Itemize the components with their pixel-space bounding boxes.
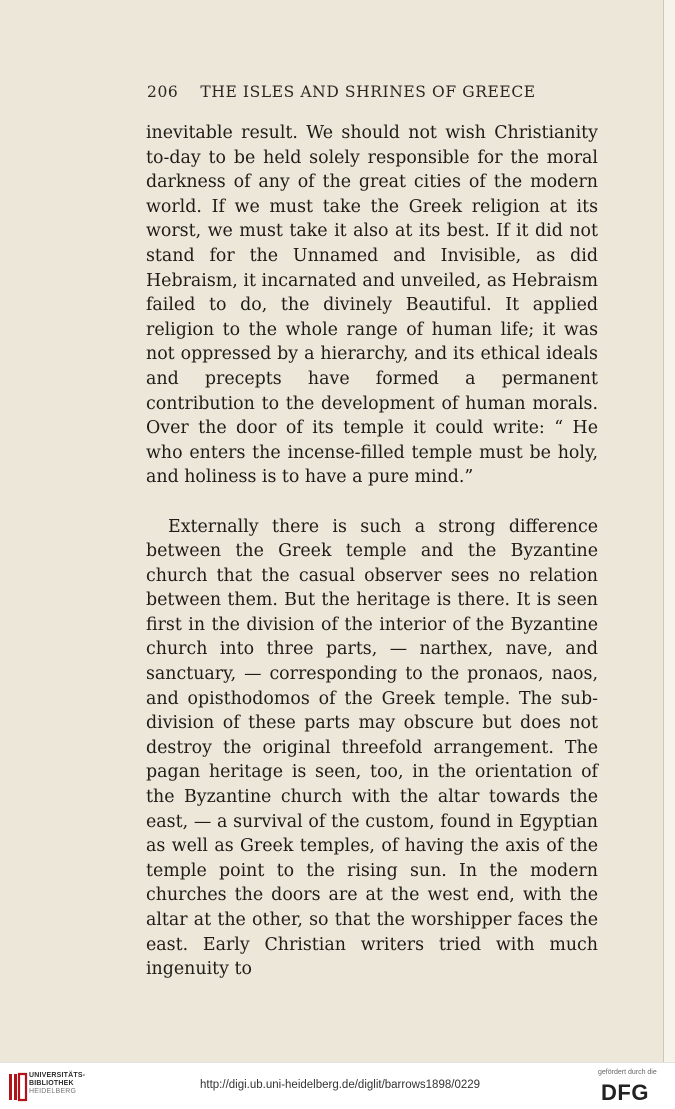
permalink-url[interactable]: http://digi.ub.uni-heidelberg.de/diglit/barrows1898/0229	[200, 1079, 481, 1091]
paragraph-1: inevitable result. We should not wish Christianity to-day to be held solely responsible for the moral darkness of any of the great cities of the modern world. If we must take the Greek religion at its worst, we must take it also at its best. If it did not stand for the Unnamed and Invisible, as did Hebraism, it incarnated and unveiled, as Hebraism failed to do, the divinely Beautiful. It applied religion to the whole range of human life; it was not oppressed by a hierarchy, and its ethical ideals and precepts have formed a permanent contribution to the development of human morals. Over the door of its temple it could write: “ He who enters the incense-filled temple must be holy, and holiness is to have a pure mind.”	[146, 123, 598, 488]
viewer-footer	[0, 1062, 675, 1109]
library-name	[29, 1072, 85, 1097]
page-number: 206	[147, 83, 179, 101]
dfg-caption: gefördert durch die	[598, 1069, 657, 1076]
library-name-line1: UNIVERSITÄTS-	[29, 1072, 86, 1079]
body-text	[146, 121, 598, 982]
dfg-logo: DFG	[601, 1080, 649, 1105]
running-head	[147, 83, 599, 101]
paragraph-2: Externally there is such a strong difference between the Greek temple and the Byzantine church that the casual observer sees no relation between them. But the heritage is there. It is seen first in the division of the interior of the Byzantine church into three parts, — narthex, nave, and sanctuary, — corresponding to the pronaos, naos, and opisthodomos of the Greek temple. The sub-division of these parts may obscure but does not destroy the original threefold arrangement. The pagan heritage is seen, too, in the orientation of the Byzantine church with the altar towards the east, — a survival of the custom, found in Egyptian as well as Greek temples, of having the axis of the temple point to the rising sun. In the modern churches the doors are at the west end, with the altar at the other, so that the worshipper faces the east. Early Christian writers tried with much ingenuity to	[146, 516, 598, 980]
library-name-line2: BIBLIOTHEK	[29, 1080, 74, 1088]
library-name-line3: HEIDELBERG	[29, 1088, 77, 1096]
running-head-title: THE ISLES AND SHRINES OF GREECE	[200, 83, 536, 101]
page-edge	[663, 0, 675, 1062]
